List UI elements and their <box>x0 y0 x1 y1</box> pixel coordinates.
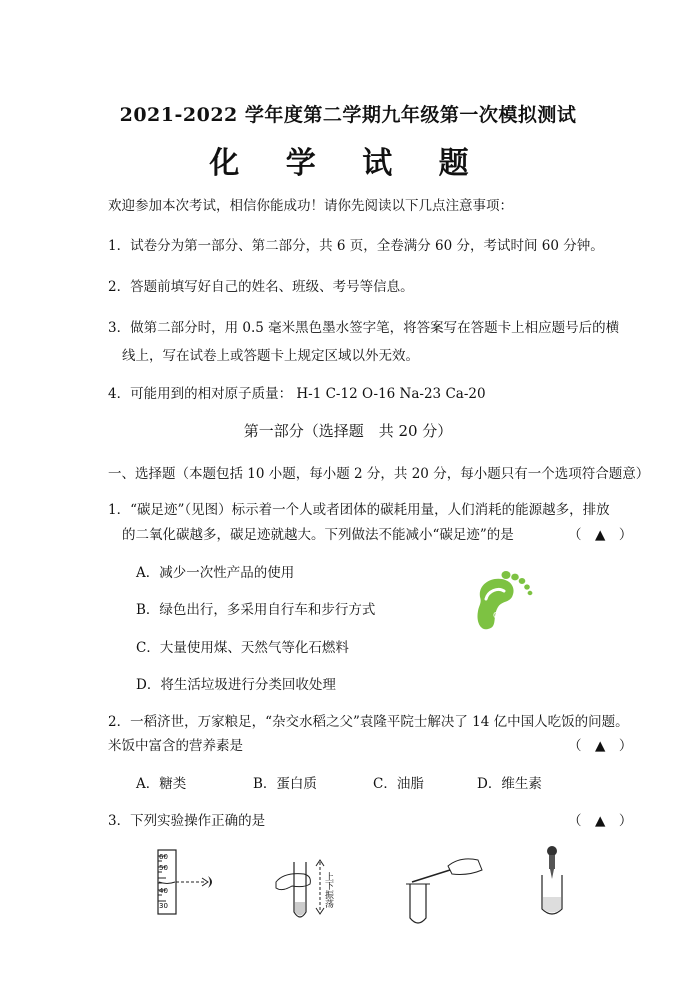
q2-line2: 米饭中富含的营养素是 <box>108 738 243 754</box>
q2-option-a: A．糖类 <box>136 776 187 792</box>
tick-30: 30 <box>159 902 168 910</box>
q2-option-d: D．维生素 <box>477 776 542 792</box>
tick-60: 60 <box>159 853 168 861</box>
graduated-cylinder-figure <box>150 848 230 918</box>
exam-title: 2021-2022 学年度第二学期九年级第一次模拟测试 <box>119 104 577 126</box>
q2-option-c: C．油脂 <box>373 776 424 792</box>
carbon-footprint-icon <box>472 567 542 637</box>
tick-50: 50 <box>159 864 168 872</box>
q2-line1: 2．一稻济世，万家粮足，“杂交水稻之父”袁隆平院士解决了 14 亿中国人吃饭的问题。 <box>108 714 629 730</box>
dropper-figure <box>532 845 572 925</box>
shake-label: 上下振荡 <box>323 872 333 908</box>
note-4: 4．可能用到的相对原子质量： H-1 C-12 O-16 Na-23 Ca-20 <box>108 386 486 402</box>
q3-line1: 3．下列实验操作正确的是 <box>108 813 266 829</box>
note-3-cont: 线上，写在试卷上或答题卡上规定区域以外无效。 <box>122 348 419 364</box>
note-3: 3．做第二部分时，用 0.5 毫米黑色墨水签字笔，将答案写在答题卡上相应题号后的横 <box>108 320 620 336</box>
q1-line1: 1．“碳足迹”（见图）标示着一个人或者团体的碳耗用量，人们消耗的能源越多，排放 <box>108 502 610 518</box>
test-tube-spatula-figure <box>398 848 488 928</box>
section-heading: 第一部分（选择题 共 20 分） <box>243 422 453 440</box>
q3-answer-mark: （ ▲ ） <box>568 813 633 829</box>
note-2: 2．答题前填写好自己的姓名、班级、考号等信息。 <box>108 279 414 295</box>
q2-answer-mark: （ ▲ ） <box>568 738 633 754</box>
tick-40: 40 <box>159 887 168 895</box>
q2-option-b: B．蛋白质 <box>253 776 317 792</box>
q1-option-b: B．绿色出行，多采用自行车和步行方式 <box>136 602 376 618</box>
q1-option-c: C．大量使用煤、天然气等化石燃料 <box>136 640 349 656</box>
co2-label: CO₂ <box>493 611 509 620</box>
test-tube-shaking-figure <box>270 852 350 932</box>
q1-option-d: D．将生活垃圾进行分类回收处理 <box>136 677 336 693</box>
intro-text: 欢迎参加本次考试，相信你能成功！请你先阅读以下几点注意事项： <box>108 198 513 214</box>
q1-line2: 的二氧化碳越多，碳足迹就越大。下列做法不能减小“碳足迹”的是 <box>122 527 514 543</box>
q1-option-a: A．减少一次性产品的使用 <box>136 565 295 581</box>
question-instruction: 一、选择题（本题包括 10 小题，每小题 2 分，共 20 分，每小题只有一个选项符合题意） <box>108 466 650 482</box>
note-1: 1．试卷分为第一部分、第二部分，共 6 页，全卷满分 60 分，考试时间 60 分钟。 <box>108 238 604 254</box>
q1-answer-mark: （ ▲ ） <box>568 527 633 543</box>
subject-title: 化 学 试 题 <box>209 146 487 181</box>
